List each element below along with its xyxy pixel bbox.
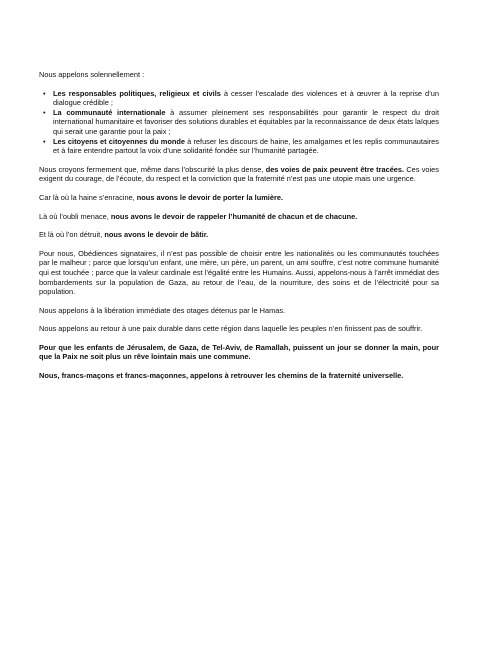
intro-paragraph: Nous appelons solennellement :: [39, 70, 145, 79]
list-item: [43, 88, 439, 108]
call-heading: Les responsables politiques, religieux et civils: [53, 88, 221, 98]
document-body: [39, 70, 439, 390]
hostages-paragraph: Nous appelons à la libération immédiate des otages détenus par le Hamas.: [39, 305, 286, 315]
duty-humanity-text: Là où l’oubli menace,: [39, 211, 111, 221]
list-item: [43, 107, 439, 137]
calls-list: [39, 89, 439, 156]
belief-text: Nous croyons fermement que, même dans l’obscurité la plus dense,: [39, 164, 266, 174]
children-text: Pour que les enfants de Jérusalem, de Gaza, de Tel-Aviv, de Ramallah, puissent un jour se donner la main, pour que la Paix ne soit plus un rêve lointain mais une commune.: [39, 342, 439, 362]
call-text: à assumer pleinement ses responsabilités pour garantir le respect du droit international humanitaire et favoriser des solutions durables et équitables par la reconnaissance de deux états laïques qui serait une garantie pour la paix ;: [53, 107, 439, 136]
duty-light-emphasis: nous avons le devoir de porter la lumière.: [136, 192, 283, 202]
call-heading: La communauté internationale: [53, 107, 166, 117]
list-item: [43, 136, 439, 156]
call-text: à cesser l’escalade des violences et à œuvrer à la reprise d’un dialogue crédible ;: [53, 88, 439, 108]
bullet-icon: •: [43, 88, 46, 98]
children-paragraph: [39, 343, 439, 362]
obediences-paragraph: Pour nous, Obédiences signataires, il n’est pas possible de choisir entre les nationalités ou les communautés touchées par le malheur ; parce que lorsqu’un enfant, une mère, un père, un parent, un ami souffre, c’est notre commune humanité qui est touchée ; parce que la valeur cardinale est l’égalité entre les Humains. Aussi, appelons-nous à l’arrêt immédiat des bombardements sur la population de Gaza, au retour de l’eau, de la nourriture, des soins et de l’électricité pour sa population.: [39, 248, 439, 297]
duty-humanity-emphasis: nous avons le devoir de rappeler l’humanité de chacun et de chacune.: [110, 211, 358, 221]
duty-light-text: Car là où la haine s’enracine,: [39, 192, 137, 202]
closing-paragraph: [39, 371, 439, 381]
duty-light-paragraph: [39, 193, 439, 203]
duty-build-text: Et là où l’on détruit,: [39, 230, 105, 240]
belief-text-continued: Ces voies exigent du courage, de l’écoute, du respect et la conviction que la fraternité n’est pas une utopie mais une urgence.: [39, 164, 439, 184]
duty-build-emphasis: nous avons le devoir de bâtir.: [104, 230, 209, 240]
bullet-icon: •: [43, 136, 46, 146]
belief-paragraph: [39, 165, 439, 184]
lasting-peace-paragraph: Nous appelons au retour à une paix durable dans cette région dans laquelle les peuples n’en finissent pas de souffrir.: [39, 324, 423, 334]
belief-emphasis: des voies de paix peuvent être tracées.: [265, 164, 405, 174]
duty-humanity-paragraph: [39, 212, 439, 222]
call-text: à refuser les discours de haine, les amalgames et les replis communautaires et à faire entendre partout la voix d’une solidarité fondée sur l’humanité partagée.: [53, 136, 439, 156]
call-heading: Les citoyens et citoyennes du monde: [53, 136, 185, 146]
closing-text: Nous, francs-maçons et francs-maçonnes, appelons à retrouver les chemins de la fraternité universelle.: [39, 371, 404, 381]
duty-build-paragraph: [39, 230, 439, 240]
bullet-icon: •: [43, 107, 46, 117]
